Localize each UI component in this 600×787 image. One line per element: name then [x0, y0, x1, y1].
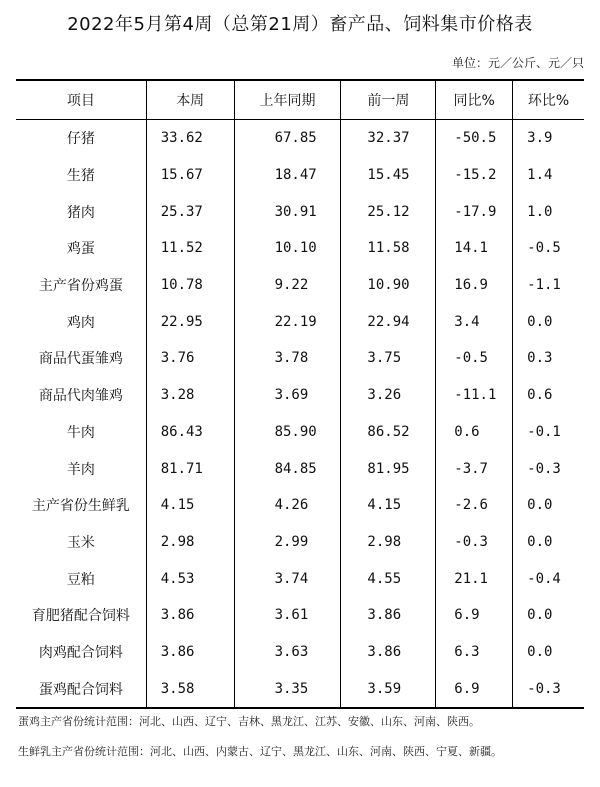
yoy-change-cell: -50.5	[436, 120, 513, 157]
item-name-cell: 生猪	[16, 157, 147, 194]
last-year-cell: 3.78	[235, 340, 342, 377]
last-year-cell: 10.10	[235, 230, 342, 267]
yoy-change-cell: 6.3	[436, 634, 513, 671]
item-name-cell: 鸡肉	[16, 303, 147, 340]
last-year-cell: 4.26	[235, 487, 342, 524]
last-year-cell: 2.99	[235, 524, 342, 561]
item-name-cell: 鸡蛋	[16, 230, 147, 267]
prev-week-cell: 11.58	[341, 230, 436, 267]
yoy-change-cell: 16.9	[436, 267, 513, 304]
this-week-cell: 3.86	[147, 597, 235, 634]
prev-week-cell: 2.98	[341, 524, 436, 561]
wow-change-cell: -0.4	[527, 570, 561, 587]
footnote-milk-provinces: 生鲜乳主产省份统计范围：河北、山西、内蒙古、辽宁、黑龙江、山东、河南、陕西、宁夏、新疆。	[18, 745, 502, 758]
this-week-cell: 86.43	[147, 414, 235, 451]
prev-week-cell: 10.90	[341, 267, 436, 304]
item-name-cell: 育肥猪配合饲料	[16, 597, 147, 634]
prev-week-cell: 3.86	[341, 634, 436, 671]
yoy-change-cell: -0.5	[436, 340, 513, 377]
last-year-cell: 84.85	[235, 450, 342, 487]
last-year-cell: 85.90	[235, 414, 342, 451]
header-this-week: 本周	[147, 81, 235, 119]
table-row	[16, 193, 584, 230]
table-row	[16, 377, 584, 414]
header-wow: 环比%	[527, 93, 570, 109]
wow-change-cell: -0.3	[527, 680, 561, 697]
prev-week-cell: 15.45	[341, 157, 436, 194]
item-name-cell: 商品代肉雏鸡	[16, 377, 147, 414]
header-last-year: 上年同期	[235, 81, 342, 119]
yoy-change-cell: -3.7	[436, 450, 513, 487]
table-row	[16, 450, 584, 487]
this-week-cell: 15.67	[147, 157, 235, 194]
yoy-change-cell: -0.3	[436, 524, 513, 561]
table-row	[16, 230, 584, 267]
item-name-cell: 仔猪	[16, 120, 147, 157]
last-year-cell: 3.69	[235, 377, 342, 414]
table-row	[16, 487, 584, 524]
footnotes	[18, 715, 588, 775]
wow-change-cell: 0.0	[527, 497, 553, 514]
this-week-cell: 2.98	[147, 524, 235, 561]
prev-week-cell: 25.12	[341, 193, 436, 230]
yoy-change-cell: 21.1	[436, 560, 513, 597]
prev-week-cell: 32.37	[341, 120, 436, 157]
item-name-cell: 猪肉	[16, 193, 147, 230]
this-week-cell: 81.71	[147, 450, 235, 487]
this-week-cell: 4.53	[147, 560, 235, 597]
wow-change-cell: 1.0	[527, 203, 553, 220]
prev-week-cell: 81.95	[341, 450, 436, 487]
yoy-change-cell: 6.9	[436, 597, 513, 634]
wow-change-cell: -1.1	[527, 277, 561, 294]
table-row	[16, 597, 584, 634]
last-year-cell: 67.85	[235, 120, 342, 157]
header-item: 项目	[16, 81, 147, 119]
table-row	[16, 157, 584, 194]
header-prev-week: 前一周	[341, 81, 436, 119]
table-row	[16, 267, 584, 304]
last-year-cell: 22.19	[235, 303, 342, 340]
wow-change-cell: 0.0	[527, 313, 553, 330]
table-row	[16, 670, 584, 707]
table-row	[16, 120, 584, 157]
yoy-change-cell: 3.4	[436, 303, 513, 340]
header-yoy: 同比%	[436, 81, 513, 119]
item-name-cell: 主产省份生鲜乳	[16, 487, 147, 524]
yoy-change-cell: -11.1	[436, 377, 513, 414]
yoy-change-cell: -17.9	[436, 193, 513, 230]
prev-week-cell: 4.55	[341, 560, 436, 597]
footnote-egg-provinces: 蛋鸡主产省份统计范围：河北、山西、辽宁、吉林、黑龙江、江苏、安徽、山东、河南、陕西。	[18, 715, 480, 728]
yoy-change-cell: 14.1	[436, 230, 513, 267]
wow-change-cell: 0.6	[527, 387, 553, 404]
this-week-cell: 25.37	[147, 193, 235, 230]
table-row	[16, 560, 584, 597]
wow-change-cell: 0.0	[527, 533, 553, 550]
wow-change-cell: 0.3	[527, 350, 553, 367]
this-week-cell: 3.58	[147, 670, 235, 707]
wow-change-cell: 1.4	[527, 167, 553, 184]
item-name-cell: 羊肉	[16, 450, 147, 487]
last-year-cell: 9.22	[235, 267, 342, 304]
wow-change-cell: 0.0	[527, 607, 553, 624]
yoy-change-cell: 6.9	[436, 670, 513, 707]
this-week-cell: 3.28	[147, 377, 235, 414]
item-name-cell: 主产省份鸡蛋	[16, 267, 147, 304]
wow-change-cell: -0.3	[527, 460, 561, 477]
wow-change-cell: 0.0	[527, 643, 553, 660]
last-year-cell: 3.35	[235, 670, 342, 707]
this-week-cell: 22.95	[147, 303, 235, 340]
table-row	[16, 634, 584, 671]
table-header	[16, 81, 584, 120]
yoy-change-cell: -2.6	[436, 487, 513, 524]
item-name-cell: 商品代蛋雏鸡	[16, 340, 147, 377]
this-week-cell: 3.86	[147, 634, 235, 671]
table-row	[16, 303, 584, 340]
unit-label: 单位：元／公斤、元／只	[451, 56, 584, 70]
prev-week-cell: 22.94	[341, 303, 436, 340]
prev-week-cell: 3.26	[341, 377, 436, 414]
last-year-cell: 3.63	[235, 634, 342, 671]
page-title: 2022年5月第4周（总第21周）畜产品、饲料集市价格表	[67, 14, 533, 35]
prev-week-cell: 3.59	[341, 670, 436, 707]
price-table	[16, 79, 584, 709]
last-year-cell: 30.91	[235, 193, 342, 230]
item-name-cell: 蛋鸡配合饲料	[16, 670, 147, 707]
item-name-cell: 玉米	[16, 524, 147, 561]
wow-change-cell: -0.1	[527, 423, 561, 440]
table-row	[16, 524, 584, 561]
item-name-cell: 豆粕	[16, 560, 147, 597]
item-name-cell: 肉鸡配合饲料	[16, 634, 147, 671]
last-year-cell: 3.74	[235, 560, 342, 597]
wow-change-cell: 3.9	[527, 130, 553, 147]
item-name-cell: 牛肉	[16, 414, 147, 451]
yoy-change-cell: -15.2	[436, 157, 513, 194]
this-week-cell: 3.76	[147, 340, 235, 377]
last-year-cell: 3.61	[235, 597, 342, 634]
prev-week-cell: 4.15	[341, 487, 436, 524]
yoy-change-cell: 0.6	[436, 414, 513, 451]
table-body	[16, 120, 584, 707]
last-year-cell: 18.47	[235, 157, 342, 194]
this-week-cell: 10.78	[147, 267, 235, 304]
this-week-cell: 11.52	[147, 230, 235, 267]
wow-change-cell: -0.5	[527, 240, 561, 257]
this-week-cell: 33.62	[147, 120, 235, 157]
prev-week-cell: 3.86	[341, 597, 436, 634]
this-week-cell: 4.15	[147, 487, 235, 524]
prev-week-cell: 86.52	[341, 414, 436, 451]
prev-week-cell: 3.75	[341, 340, 436, 377]
table-row	[16, 340, 584, 377]
table-row	[16, 414, 584, 451]
